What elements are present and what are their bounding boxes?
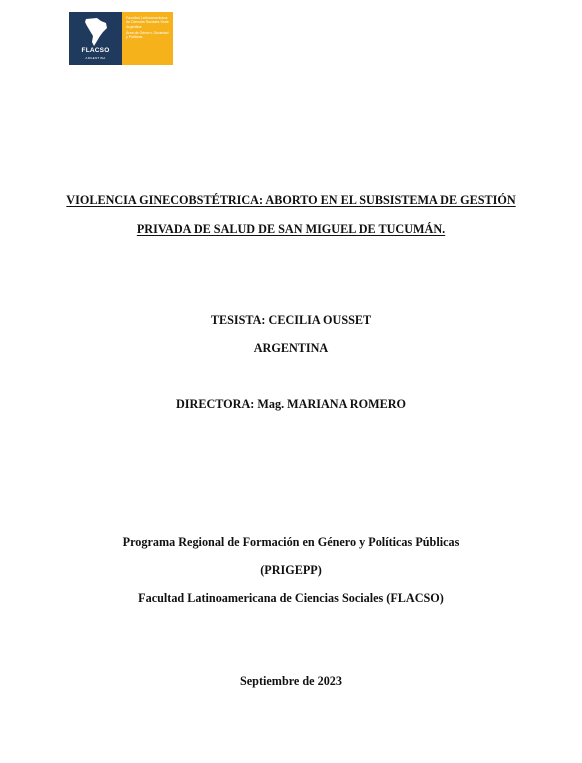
- logo-side-text-2: Área de Género, Sociedad y Políticas: [126, 30, 169, 40]
- program-name: Programa Regional de Formación en Género y Políticas Públicas: [122, 535, 460, 549]
- program-acronym: (PRIGEPP): [260, 563, 322, 577]
- latin-america-map-icon: [83, 17, 109, 47]
- logo-side-text-1: Facultad Latinoamericana de Ciencias Sociales Sede Argentina: [126, 16, 169, 29]
- country: ARGENTINA: [253, 341, 329, 355]
- logo-yellow-panel: [122, 12, 173, 65]
- logo-country: ARGENTINA: [85, 56, 106, 60]
- director: DIRECTORA: Mag. MARIANA ROMERO: [176, 397, 406, 411]
- author: TESISTA: CECILIA OUSSET: [210, 313, 372, 327]
- institution: Facultad Latinoamericana de Ciencias Sociales (FLACSO): [138, 591, 444, 605]
- logo-name: FLACSO: [81, 47, 110, 54]
- thesis-title-line-2: PRIVADA DE SALUD DE SAN MIGUEL DE TUCUMÁN.: [136, 222, 446, 236]
- logo-blue-panel: [69, 12, 122, 65]
- thesis-title-line-1: VIOLENCIA GINECOBSTÉTRICA: ABORTO EN EL SUBSISTEMA DE GESTIÓN: [66, 193, 516, 207]
- flacso-logo: [69, 12, 173, 65]
- date: Septiembre de 2023: [239, 674, 342, 688]
